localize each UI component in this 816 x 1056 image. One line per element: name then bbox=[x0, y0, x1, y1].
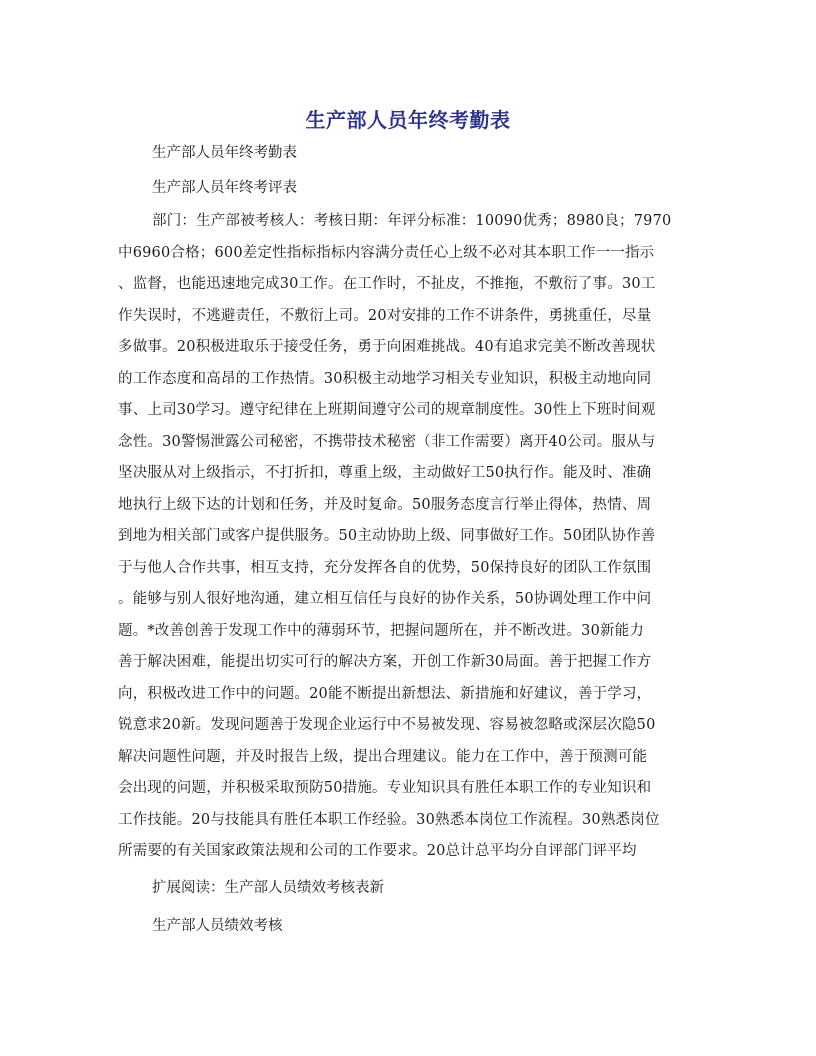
body-line: 题。*改善创善于发现工作中的薄弱环节，把握问题所在，并不断改进。30新能力 bbox=[118, 622, 645, 639]
body-line: 念性。30警惕泄露公司秘密，不携带技术秘密（非工作需要）离开40公司。服从与 bbox=[118, 433, 656, 450]
body-line: 所需要的有关国家政策法规和公司的工作要求。20总计总平均分自评部门评平均 bbox=[118, 843, 637, 859]
body-line: 善于解决困难，能提出切实可行的解决方案，开创工作新30局面。善于把握工作方 bbox=[118, 654, 652, 670]
paragraph-heading-attendance: 生产部人员年终考勤表 bbox=[152, 145, 297, 161]
body-line: 的工作态度和高昂的工作热情。30积极主动地学习相关专业知识，积极主动地向同 bbox=[118, 370, 652, 387]
body-line: 解决问题性问题，并及时报告上级，提出合理建议。能力在工作中，善于预测可能 bbox=[118, 748, 648, 765]
body-line: 。能够与别人很好地沟通，建立相互信任与良好的协作关系，50协调处理工作中问 bbox=[118, 591, 652, 607]
body-line: 会出现的问题，并积极采取预防50措施。专业知识具有胜任本职工作的专业知识和 bbox=[118, 780, 652, 796]
evaluation-body-text bbox=[118, 206, 708, 868]
body-line: 部门：生产部被考核人：考核日期：年评分标准：10090优秀；8980良；7970 bbox=[152, 213, 672, 229]
body-line: 工作技能。20与技能具有胜任本职工作经验。30熟悉本岗位工作流程。30熟悉岗位 bbox=[118, 811, 660, 828]
document-title: 生产部人员年终考勤表 bbox=[305, 108, 511, 132]
body-line: 中6960合格；600差定性指标指标内容满分责任心上级不必对其本职工作一一指示 bbox=[118, 244, 655, 261]
paragraph-heading-evaluation: 生产部人员年终考评表 bbox=[152, 180, 297, 196]
paragraph-performance-heading: 生产部人员绩效考核 bbox=[152, 918, 283, 934]
body-line: 到地为相关部门或客户提供服务。50主动协助上级、同事做好工作。50团队协作善 bbox=[118, 528, 656, 544]
body-line: 事、上司30学习。遵守纪律在上班期间遵守公司的规章制度性。30性上下班时间观 bbox=[118, 402, 656, 418]
body-line: 向，积极改进工作中的问题。20能不断提出新想法、新措施和好建议，善于学习， bbox=[118, 685, 652, 702]
body-line: 多做事。20积极进取乐于接受任务，勇于向困难挑战。40有追求完美不断改善现状 bbox=[118, 339, 656, 355]
body-line: 作失误时，不逃避责任，不敷衍上司。20对安排的工作不讲条件，勇挑重任，尽量 bbox=[118, 307, 652, 324]
body-line: 锐意求20新。发现问题善于发现企业运行中不易被发现、容易被忽略或深层次隐50 bbox=[118, 717, 656, 733]
paragraph-extended-reading: 扩展阅读：生产部人员绩效考核表新 bbox=[152, 880, 384, 896]
body-line: 于与他人合作共事，相互支持，充分发挥各自的优势，50保持良好的团队工作氛围 bbox=[118, 559, 652, 576]
body-line: 、监督，也能迅速地完成30工作。在工作时，不扯皮，不推拖，不敷衍了事。30工 bbox=[118, 276, 656, 292]
body-line: 地执行上级下达的计划和任务，并及时复命。50服务态度言行举止得体，热情、周 bbox=[118, 496, 652, 513]
body-line: 坚决服从对上级指示，不打折扣，尊重上级，主动做好工50执行作。能及时、准确 bbox=[118, 465, 652, 481]
